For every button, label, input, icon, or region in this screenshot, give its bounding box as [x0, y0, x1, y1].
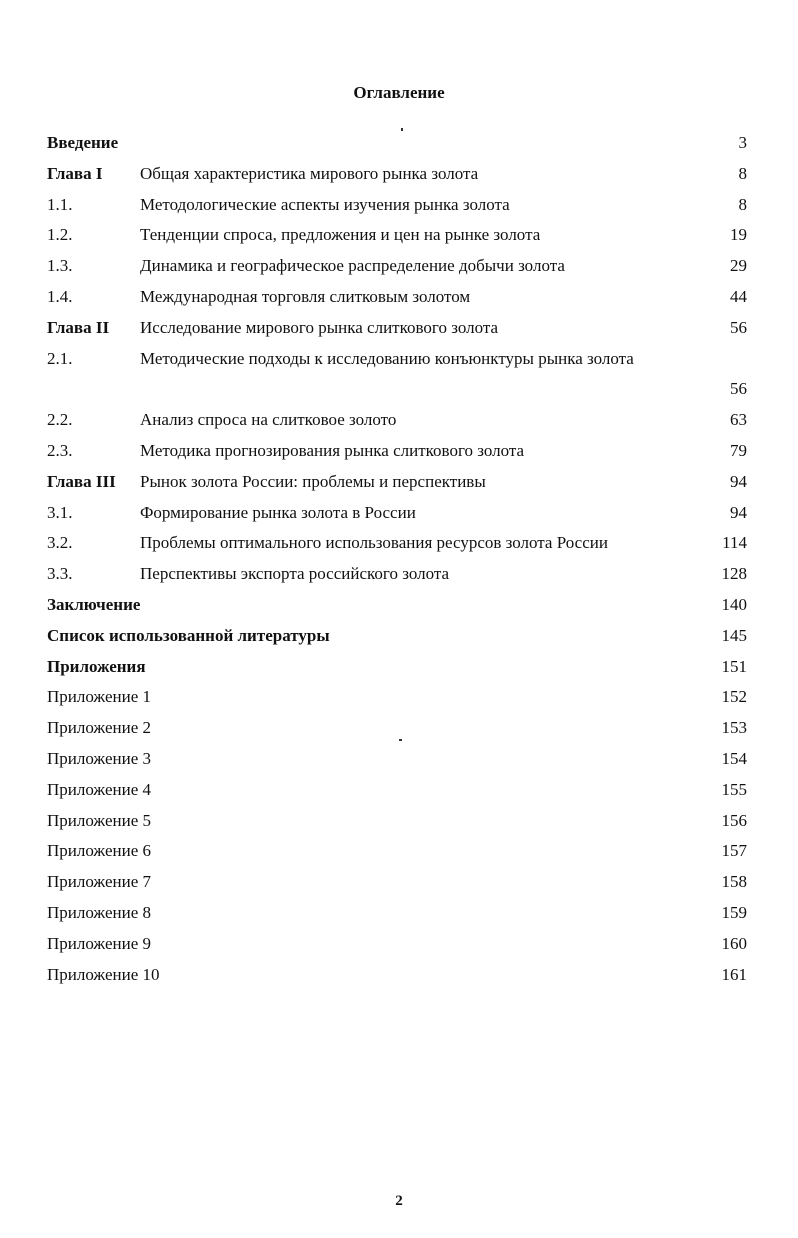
toc-entry-page: 63 [730, 410, 747, 430]
toc-entry-title: Общая характеристика мирового рынка золота [140, 163, 479, 183]
toc-entry-title: Список использованной литературы [47, 625, 330, 645]
table-of-contents [47, 128, 747, 990]
toc-entry-page: 114 [722, 533, 747, 553]
toc-entry-number: 1.2. [47, 225, 73, 245]
toc-entry [47, 528, 747, 559]
toc-entry-page: 155 [721, 779, 747, 799]
toc-entry-page: 161 [721, 964, 747, 984]
toc-entry-title: Тенденции спроса, предложения и цен на рынке золота [140, 225, 541, 245]
toc-entry [47, 652, 747, 683]
toc-entry-page: 160 [721, 933, 747, 953]
toc-entry-title: Приложение 7 [47, 872, 151, 892]
toc-entry-page: 158 [721, 872, 747, 892]
toc-entry-title: Динамика и географическое распределение добычи золота [140, 256, 565, 276]
scan-speck [401, 128, 403, 131]
toc-entry-title: Международная торговля слитковым золотом [140, 286, 471, 306]
toc-entry-title: Введение [47, 133, 119, 152]
toc-entry-page: 94 [730, 471, 747, 491]
toc-entry [47, 806, 747, 837]
toc-entry-title: Рынок золота России: проблемы и перспективы [140, 471, 486, 491]
toc-entry [47, 836, 747, 867]
toc-entry-number: 1.4. [47, 286, 73, 306]
toc-entry [47, 559, 747, 590]
toc-entry [47, 929, 747, 960]
toc-entry [47, 159, 747, 190]
toc-entry-page: 56 [730, 379, 747, 399]
toc-entry-title: Приложение 2 [47, 718, 151, 738]
toc-entry [47, 713, 747, 744]
toc-entry-title: Методика прогнозирования рынка слиткового золота [140, 440, 525, 460]
toc-entry-title: Приложение 8 [47, 902, 151, 922]
toc-entry-page: 145 [721, 625, 747, 645]
toc-entry-title: Приложение 3 [47, 748, 151, 768]
toc-entry-number: 3.3. [47, 564, 73, 584]
toc-entry-title: Проблемы оптимального использования ресурсов золота России [140, 533, 608, 553]
toc-entry [47, 682, 747, 713]
toc-entry-title: Анализ спроса на слитковое золото [140, 410, 397, 430]
toc-entry-page: 152 [721, 687, 747, 707]
toc-entry-page: 94 [730, 502, 747, 522]
toc-entry-page: 157 [721, 841, 747, 861]
toc-entry-page: 19 [730, 225, 747, 245]
toc-entry-number: 2.2. [47, 410, 73, 430]
page-number: 2 [395, 1193, 403, 1209]
toc-entry-number: 2.3. [47, 440, 73, 460]
toc-entry-title: Формирование рынка золота в России [140, 502, 416, 522]
toc-entry-number: 3.1. [47, 502, 73, 522]
toc-entry-title: Приложение 5 [47, 810, 151, 830]
toc-entry [47, 898, 747, 929]
toc-entry-title: Перспективы экспорта российского золота [140, 564, 450, 584]
toc-entry-title: Методологические аспекты изучения рынка золота [140, 194, 510, 214]
toc-entry-number: Глава I [47, 163, 103, 183]
toc-entry-title: Приложение 10 [47, 964, 160, 984]
toc-entry [47, 282, 747, 313]
toc-entry [47, 867, 747, 898]
toc-entry-page: 140 [721, 594, 747, 614]
toc-entry-number: 2.1. [47, 348, 73, 368]
toc-entry-page: 3 [738, 133, 747, 152]
toc-entry [47, 498, 747, 529]
toc-entry-page: 151 [721, 656, 747, 676]
toc-entry [47, 590, 747, 621]
toc-entry [47, 621, 747, 652]
scan-speck [399, 739, 402, 741]
toc-entry-page: 159 [721, 902, 747, 922]
toc-entry-title: Приложение 1 [47, 687, 151, 707]
toc-entry-page: 153 [721, 718, 747, 738]
toc-entry-page: 156 [721, 810, 747, 830]
toc-entry-title: Приложения [47, 656, 146, 676]
toc-entry-page: 154 [721, 748, 747, 768]
toc-entry-number: Глава II [47, 317, 110, 337]
toc-entry-page: 128 [721, 564, 747, 584]
toc-entry [47, 251, 747, 282]
toc-entry [47, 467, 747, 498]
toc-entry-title: Приложение 4 [47, 779, 151, 799]
page-title: Оглавление [353, 83, 445, 102]
toc-entry [47, 344, 747, 406]
toc-entry [47, 405, 747, 436]
toc-entry-title: Методические подходы к исследованию конъюнктуры рынка золота [140, 348, 634, 368]
toc-entry [47, 960, 747, 991]
toc-entry-page: 8 [738, 163, 747, 183]
toc-entry-number: Глава III [47, 471, 116, 491]
toc-entry [47, 436, 747, 467]
toc-entry-page: 8 [738, 194, 747, 214]
toc-entry [47, 190, 747, 221]
toc-entry [47, 744, 747, 775]
toc-entry-number: 3.2. [47, 533, 73, 553]
toc-entry-title: Приложение 9 [47, 933, 151, 953]
toc-entry [47, 128, 747, 159]
toc-entry-number: 1.1. [47, 194, 73, 214]
toc-entry-title: Заключение [47, 594, 141, 614]
toc-entry-number: 1.3. [47, 256, 73, 276]
toc-entry-page: 56 [730, 317, 747, 337]
toc-entry-page: 44 [730, 286, 747, 306]
toc-entry-page: 29 [730, 256, 747, 276]
toc-entry-title: Исследование мирового рынка слиткового золота [140, 317, 499, 337]
toc-entry-page: 79 [730, 440, 747, 460]
toc-entry-title: Приложение 6 [47, 841, 151, 861]
toc-entry [47, 313, 747, 344]
toc-entry [47, 775, 747, 806]
toc-entry [47, 220, 747, 251]
